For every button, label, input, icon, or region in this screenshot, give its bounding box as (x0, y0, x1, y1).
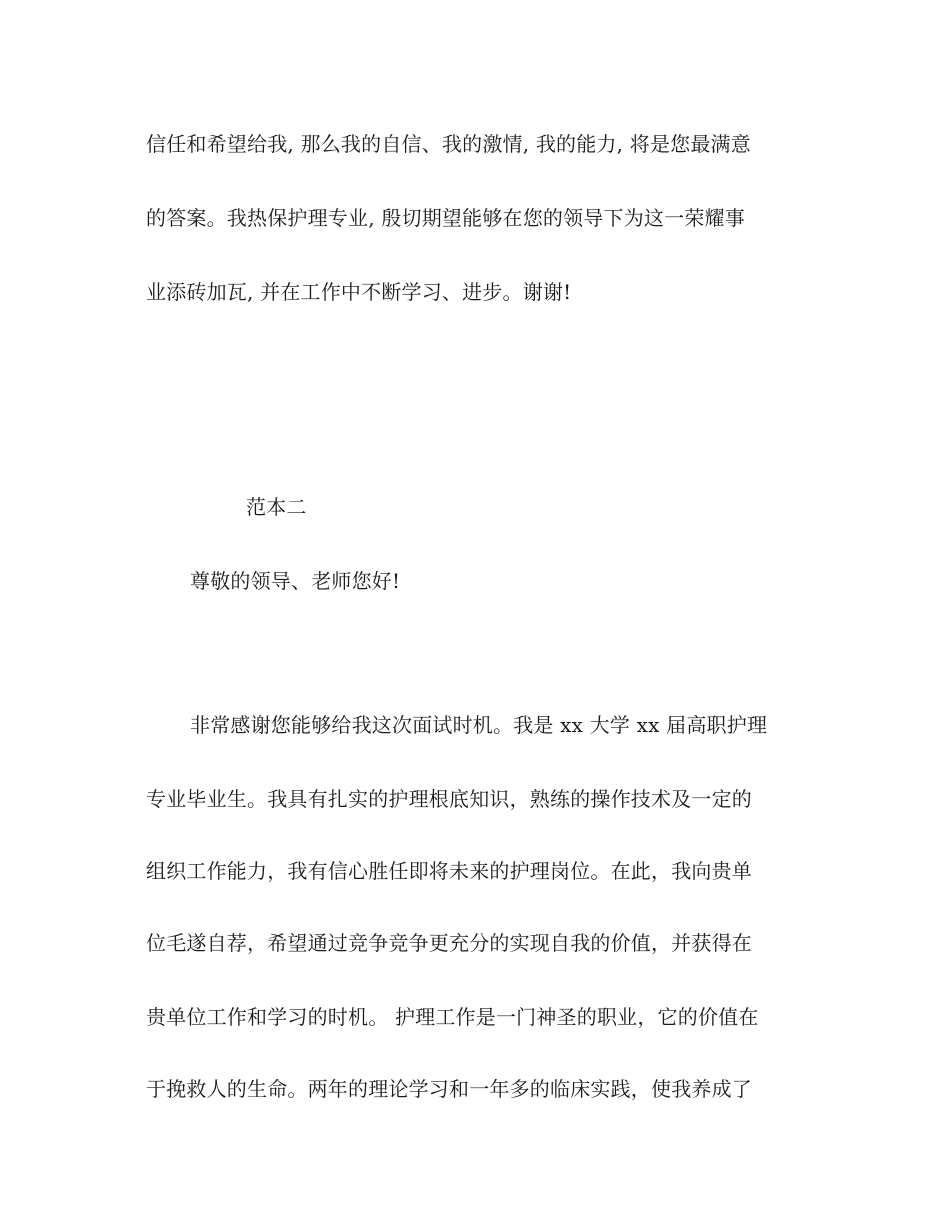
paragraph-1-line-1: 信任和希望给我, 那么我的自信、我的激情, 我的能力, 将是您最满意 (146, 132, 751, 156)
paragraph-2-line-2: 专业毕业生。我具有扎实的护理根底知识，熟练的操作技术及一定的 (146, 787, 752, 811)
paragraph-2-line-5: 贵单位工作和学习的时机。 护理工作是一门神圣的职业，它的价值在 (146, 1005, 759, 1029)
paragraph-2-line-1: 非常感谢您能够给我这次面试时机。我是 xx 大学 xx 届高职护理 (190, 713, 768, 737)
paragraph-2-line-4: 位毛遂自荐，希望通过竞争竞争更充分的实现自我的价值，并获得在 (146, 931, 752, 955)
section-title: 范本二 (246, 495, 307, 519)
paragraph-1-line-3: 业添砖加瓦, 并在工作中不断学习、进步。谢谢! (146, 280, 572, 304)
paragraph-1-line-2: 的答案。我热保护理专业, 殷切期望能够在您的领导下为这一荣耀事 (146, 206, 745, 230)
salutation: 尊敬的领导、老师您好! (190, 569, 401, 593)
paragraph-2-line-3: 组织工作能力，我有信心胜任即将未来的护理岗位。在此，我向贵单 (146, 859, 752, 883)
paragraph-2-line-6: 于挽救人的生命。两年的理论学习和一年多的临床实践，使我养成了 (146, 1077, 752, 1101)
